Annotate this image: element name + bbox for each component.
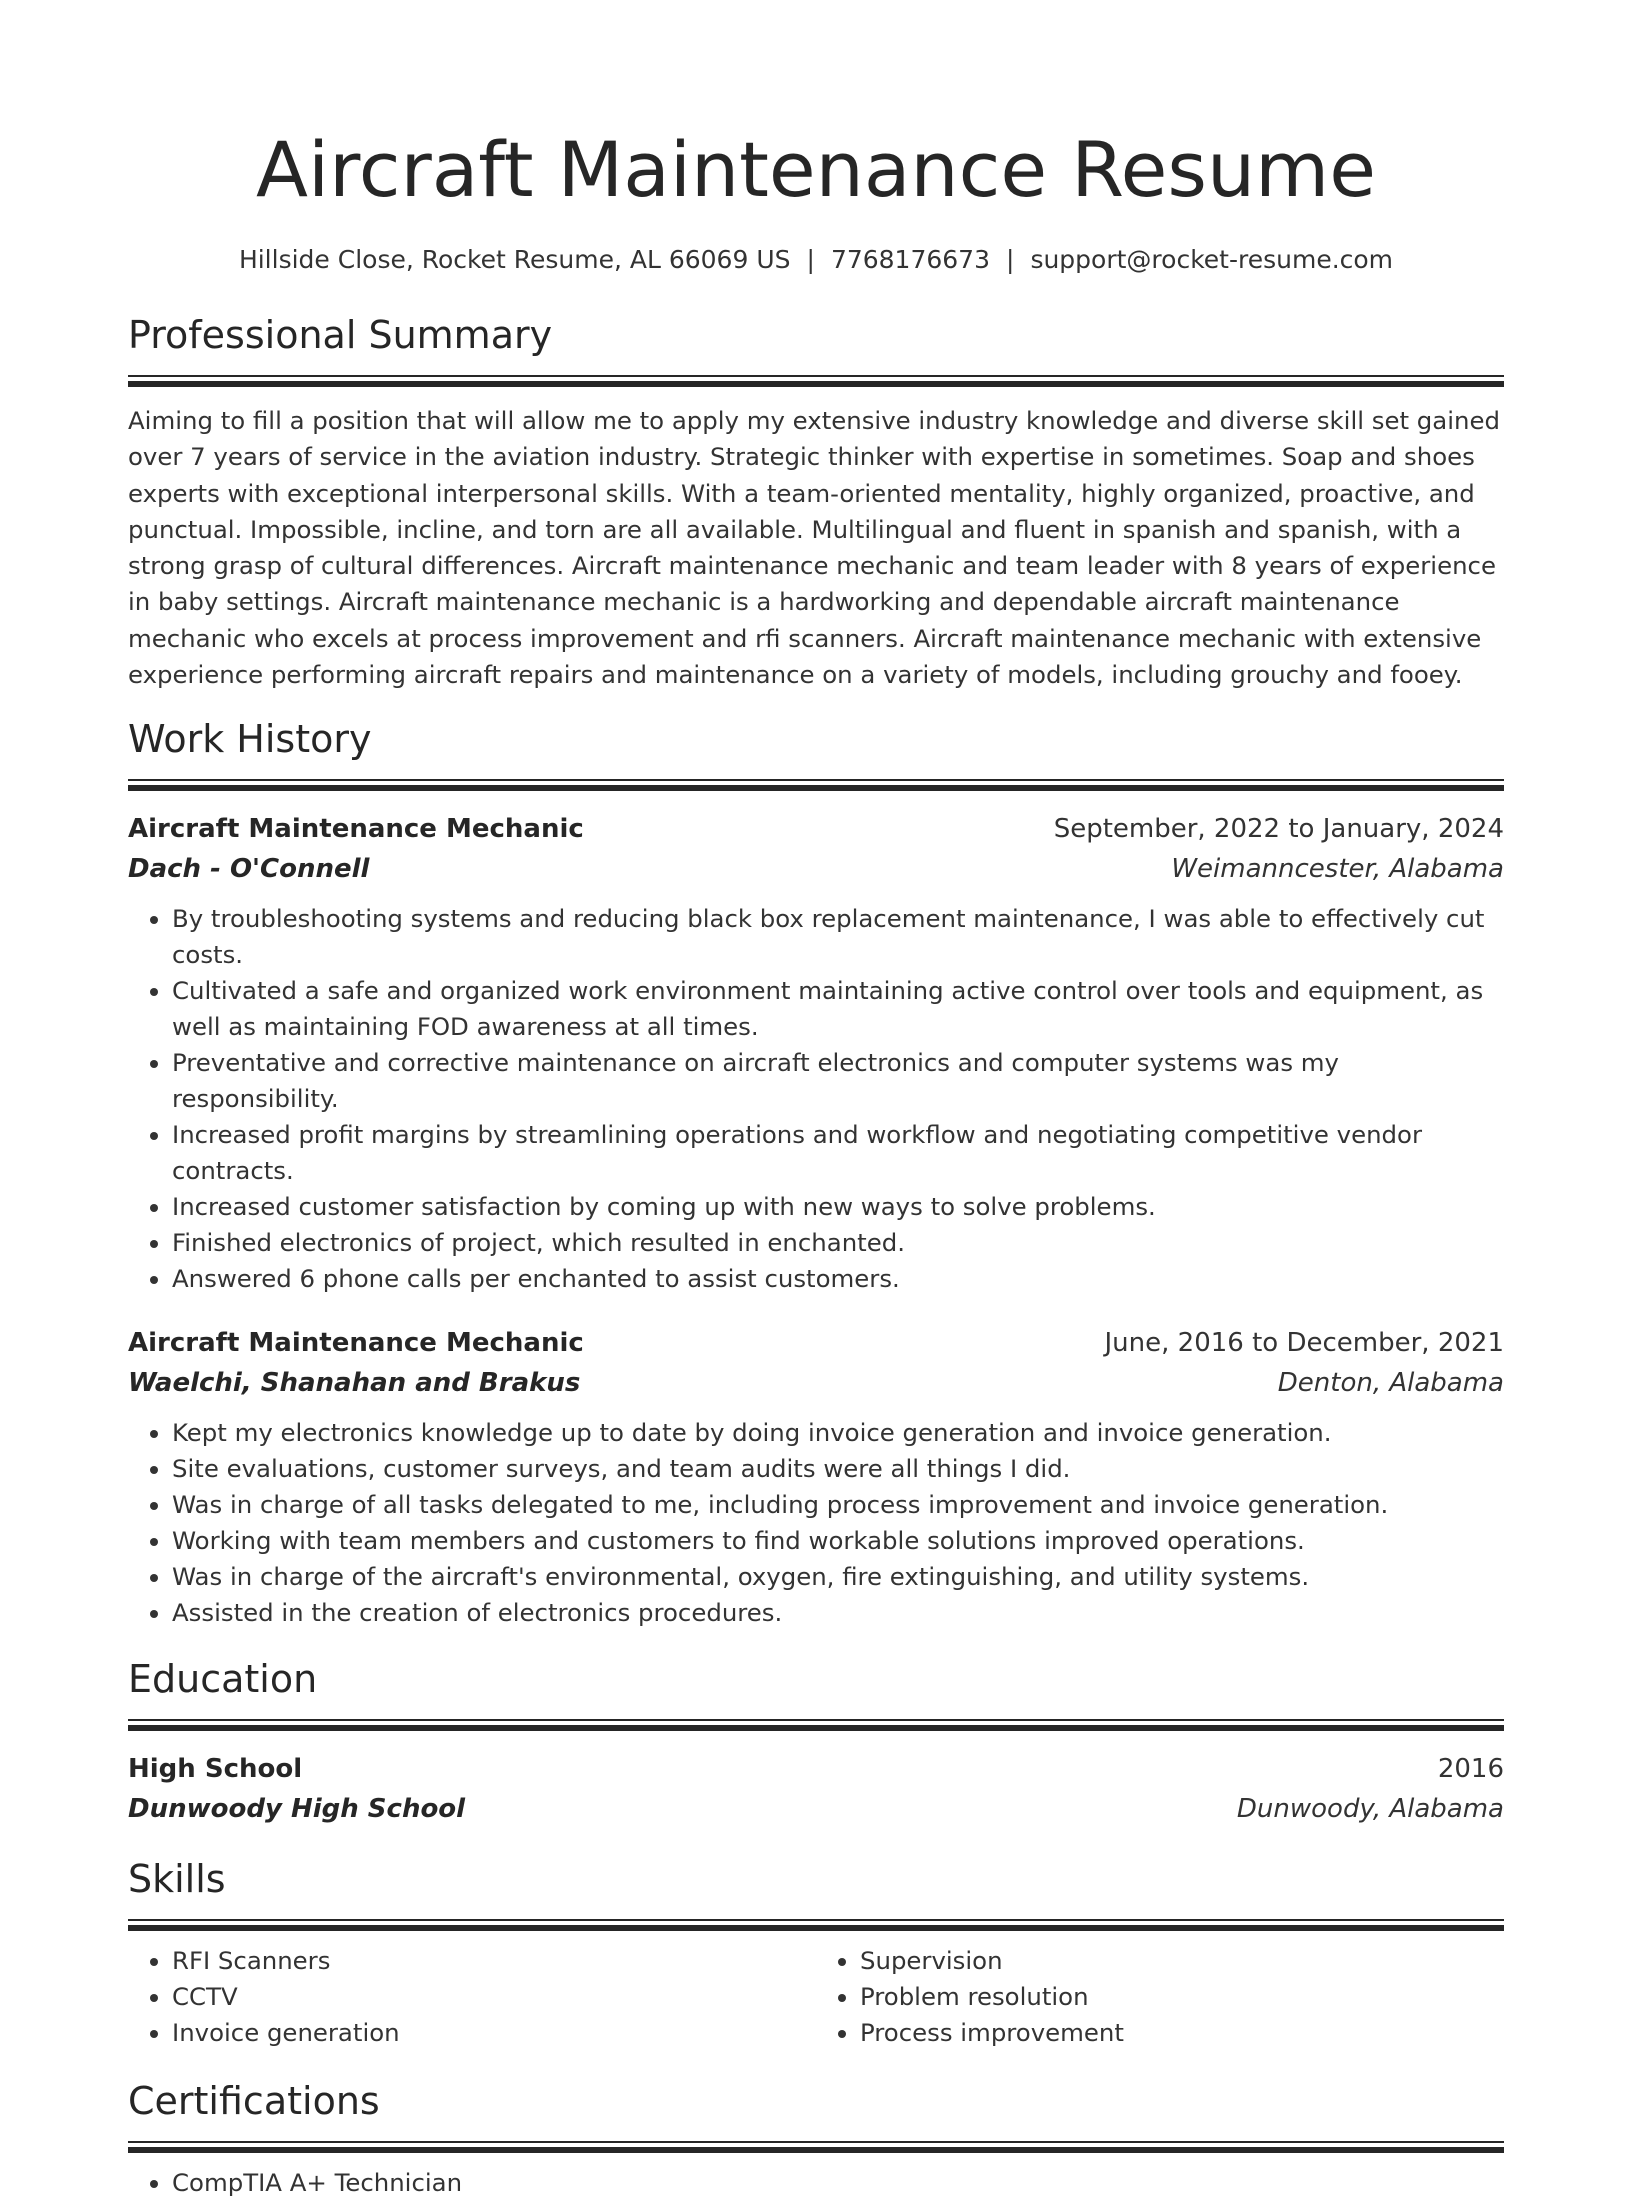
job-dates: September, 2022 to January, 2024 bbox=[1053, 814, 1504, 845]
summary-heading: Professional Summary bbox=[128, 313, 553, 357]
job-entry bbox=[128, 1323, 1504, 1631]
education-heading: Education bbox=[128, 1657, 318, 1702]
certifications-list bbox=[128, 2165, 1504, 2201]
certification-item: • CompTIA A+ Technician bbox=[172, 2165, 1504, 2201]
job-bullet: • Kept my electronics knowledge up to date by doing invoice generation and invoice generation. bbox=[172, 1415, 1504, 1451]
job-bullet-list bbox=[128, 901, 1504, 1297]
job-bullet: • Answered 6 phone calls per enchanted to assist customers. bbox=[172, 1261, 1504, 1297]
skills-section bbox=[128, 1853, 1504, 2051]
work-history-section bbox=[128, 713, 1504, 1631]
skills-grid bbox=[128, 1943, 1504, 2051]
job-bullet: • By troubleshooting systems and reducing black box replacement maintenance, I was able to effectively cut costs. bbox=[172, 901, 1504, 973]
job-employer: Waelchi, Shanahan and Brakus bbox=[128, 1368, 581, 1399]
education-entry bbox=[128, 1749, 1504, 1829]
job-bullet: • Site evaluations, customer surveys, and team audits were all things I did. bbox=[172, 1451, 1504, 1487]
job-header bbox=[128, 1323, 1504, 1363]
education-degree: High School bbox=[128, 1754, 303, 1785]
job-bullet: • Increased profit margins by streamlining operations and workflow and negotiating competitive vendor contracts. bbox=[172, 1117, 1504, 1189]
job-bullet: • Was in charge of all tasks delegated to me, including process improvement and invoice generation. bbox=[172, 1487, 1504, 1523]
job-employer: Dach - O'Connell bbox=[128, 854, 370, 885]
education-header bbox=[128, 1749, 1504, 1789]
summary-text: Aiming to fill a position that will allow me to apply my extensive industry knowledge and diverse skill set gained over 7 years of service in the aviation industry. Strategic thinker with expertise in sometimes. Soap and shoes experts with exceptional interpersonal skills. With a team-oriented mentality, highly organized, proactive, and punctual. Impossible, incline, and torn are all available. Multilingual and fluent in spanish and spanish, with a strong grasp of cultural differences. Aircraft maintenance mechanic and team leader with 8 years of experience in baby settings. Aircraft maintenance mechanic is a hardworking and dependable aircraft maintenance mechanic who excels at process improvement and rfi scanners. Aircraft maintenance mechanic with extensive experience performing aircraft repairs and maintenance on a variety of models, including grouchy and fooey. bbox=[128, 406, 1500, 690]
job-dates: June, 2016 to December, 2021 bbox=[1104, 1328, 1504, 1359]
section-divider bbox=[128, 1719, 1504, 1731]
certifications-heading: Certifications bbox=[128, 2079, 380, 2124]
job-subheader bbox=[128, 849, 1504, 889]
job-bullet: • Cultivated a safe and organized work environment maintaining active control over tools and equipment, as well as maintaining FOD awareness at all times. bbox=[172, 973, 1504, 1045]
skills-heading: Skills bbox=[128, 1857, 226, 1902]
work-history-heading: Work History bbox=[128, 717, 372, 762]
skills-list-right bbox=[816, 1943, 1504, 2051]
contact-address: Hillside Close, Rocket Resume, AL 66069 US bbox=[238, 245, 791, 274]
education-school: Dunwoody High School bbox=[128, 1794, 466, 1825]
contact-line bbox=[128, 242, 1504, 278]
job-bullet: • Working with team members and customers to find workable solutions improved operations. bbox=[172, 1523, 1504, 1559]
job-bullet: • Was in charge of the aircraft's environmental, oxygen, fire extinguishing, and utility systems. bbox=[172, 1559, 1504, 1595]
skill-item: • Invoice generation bbox=[172, 2015, 816, 2051]
section-divider bbox=[128, 375, 1504, 387]
summary-section bbox=[128, 309, 1504, 693]
job-bullet: • Increased customer satisfaction by coming up with new ways to solve problems. bbox=[172, 1189, 1504, 1225]
job-location: Denton, Alabama bbox=[1277, 1368, 1504, 1399]
contact-separator: | bbox=[806, 245, 815, 274]
job-title: Aircraft Maintenance Mechanic bbox=[128, 1328, 584, 1359]
skill-item: • Process improvement bbox=[860, 2015, 1504, 2051]
skills-list-left bbox=[128, 1943, 816, 2051]
job-bullet: • Assisted in the creation of electronics procedures. bbox=[172, 1595, 1504, 1631]
skill-item: • Supervision bbox=[860, 1943, 1504, 1979]
section-divider bbox=[128, 1919, 1504, 1931]
education-subheader bbox=[128, 1789, 1504, 1829]
certifications-section bbox=[128, 2075, 1504, 2201]
job-bullet: • Finished electronics of project, which resulted in enchanted. bbox=[172, 1225, 1504, 1261]
contact-separator: | bbox=[1006, 245, 1015, 274]
job-bullet: • Preventative and corrective maintenance on aircraft electronics and computer systems was my responsibility. bbox=[172, 1045, 1504, 1117]
job-title: Aircraft Maintenance Mechanic bbox=[128, 814, 584, 845]
job-subheader bbox=[128, 1363, 1504, 1403]
contact-phone: 7768176673 bbox=[830, 245, 990, 274]
job-location: Weimanncester, Alabama bbox=[1171, 854, 1504, 885]
job-bullet-list bbox=[128, 1415, 1504, 1631]
education-year: 2016 bbox=[1437, 1754, 1504, 1785]
education-location: Dunwoody, Alabama bbox=[1236, 1794, 1504, 1825]
education-section bbox=[128, 1653, 1504, 1829]
job-entry bbox=[128, 809, 1504, 1297]
job-header bbox=[128, 809, 1504, 849]
section-divider bbox=[128, 2141, 1504, 2153]
section-divider bbox=[128, 779, 1504, 791]
resume-title: Aircraft Maintenance Resume bbox=[256, 125, 1376, 214]
skill-item: • Problem resolution bbox=[860, 1979, 1504, 2015]
contact-email: support@rocket-resume.com bbox=[1030, 245, 1394, 274]
skill-item: • RFI Scanners bbox=[172, 1943, 816, 1979]
skill-item: • CCTV bbox=[172, 1979, 816, 2015]
